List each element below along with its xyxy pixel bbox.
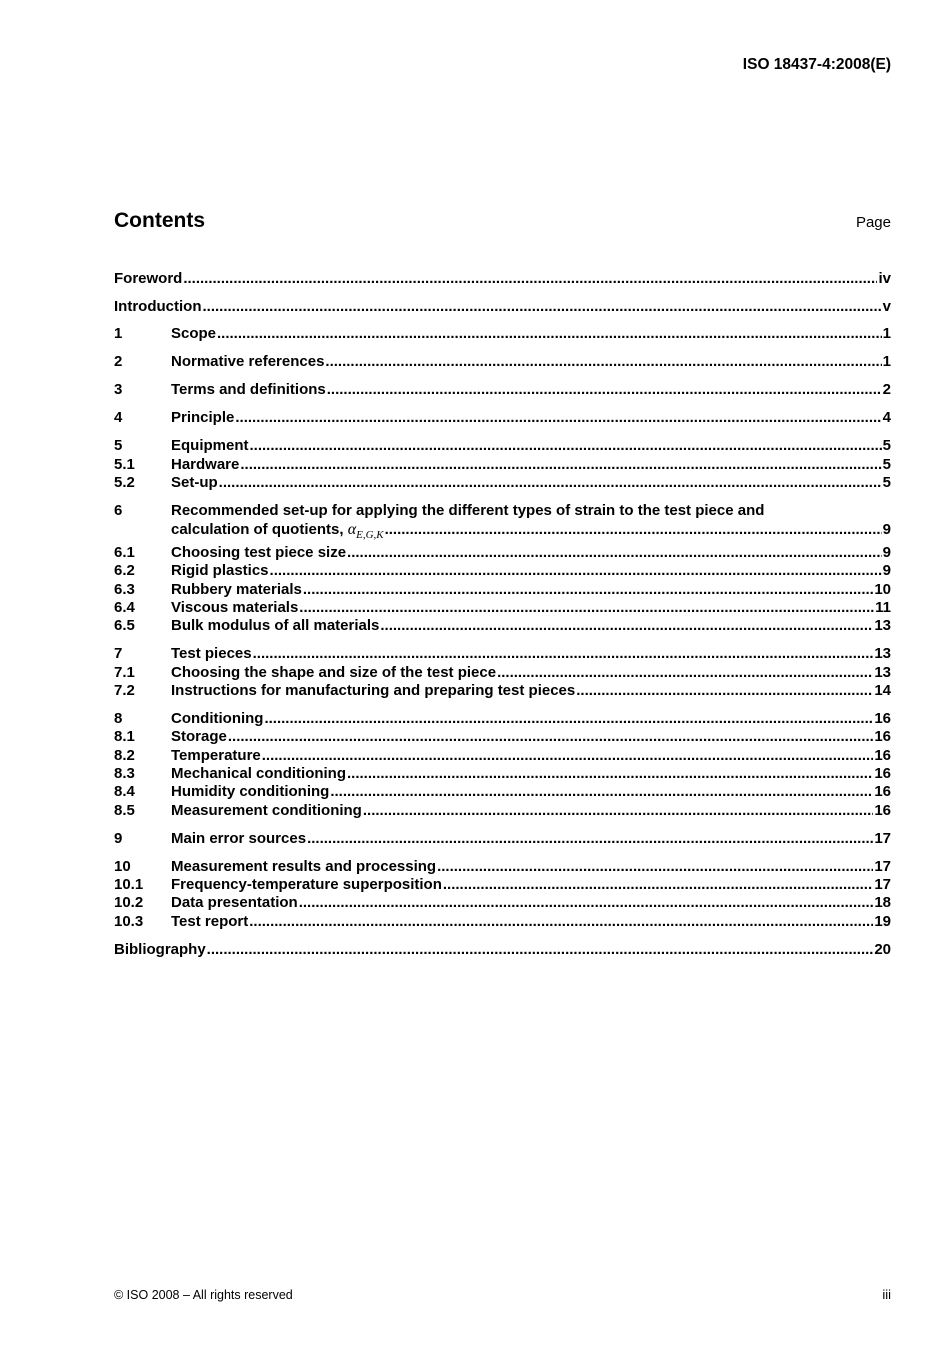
toc-entry-page: 18	[874, 894, 891, 911]
toc-entry-number: 10.3	[114, 913, 144, 930]
toc-entry-title: Foreword	[114, 270, 183, 287]
toc-dot-leader	[330, 783, 873, 801]
copyright-notice: © ISO 2008 – All rights reserved	[114, 1288, 293, 1302]
toc-entry-title: Instructions for manufacturing and preparing test pieces	[171, 682, 576, 699]
toc-dot-leader	[299, 894, 874, 912]
toc-entry[interactable]	[114, 682, 891, 700]
toc-entry[interactable]	[114, 664, 891, 682]
contents-page-label: Page	[855, 214, 891, 231]
toc-entry-page: 1	[882, 353, 891, 370]
toc-entry-number: 2	[114, 353, 123, 370]
toc-dot-leader	[250, 437, 882, 455]
toc-entry-page: 2	[882, 381, 891, 398]
toc-dot-leader	[264, 710, 873, 728]
toc-entry-page: 13	[874, 664, 891, 681]
toc-dot-leader	[262, 747, 874, 765]
toc-entry-page: 14	[874, 682, 891, 699]
toc-entry-title: Test report	[171, 913, 249, 930]
toc-dot-leader	[576, 682, 873, 700]
toc-entry[interactable]	[114, 409, 891, 427]
toc-entry-title: Main error sources	[171, 830, 307, 847]
contents-title: Contents	[114, 209, 205, 232]
toc-entry-title: Temperature	[171, 747, 261, 764]
toc-entry-number: 10	[114, 858, 131, 875]
toc-dot-leader	[235, 409, 881, 427]
toc-entry-number: 8.2	[114, 747, 135, 764]
toc-entry-page: 16	[874, 728, 891, 745]
toc-entry-number: 6.5	[114, 617, 135, 634]
toc-entry-title: Rigid plastics	[171, 562, 269, 579]
toc-entry-page: v	[882, 298, 891, 315]
toc-entry-number: 8.4	[114, 783, 135, 800]
toc-dot-leader	[299, 599, 874, 617]
toc-entry-page: 9	[882, 562, 891, 579]
toc-entry-page: 16	[874, 802, 891, 819]
toc-entry[interactable]	[114, 941, 891, 959]
toc-entry-number: 8.3	[114, 765, 135, 782]
toc-dot-leader	[437, 858, 873, 876]
toc-entry-page: 5	[882, 456, 891, 473]
toc-entry[interactable]	[114, 544, 891, 562]
toc-entry[interactable]	[114, 858, 891, 876]
quotient-symbol-alpha: α	[347, 521, 357, 538]
toc-entry[interactable]	[114, 783, 891, 801]
toc-entry-title: Mechanical conditioning	[171, 765, 347, 782]
toc-entry-number: 9	[114, 830, 123, 847]
toc-dot-leader	[219, 474, 882, 492]
toc-entry[interactable]	[114, 325, 891, 343]
toc-entry-title: Principle	[171, 409, 235, 426]
toc-dot-leader	[363, 802, 873, 820]
toc-dot-leader	[347, 544, 882, 562]
toc-dot-leader	[327, 381, 882, 399]
toc-entry[interactable]	[114, 894, 891, 912]
toc-entry-number: 5.2	[114, 474, 135, 491]
toc-entry-page: 16	[874, 783, 891, 800]
toc-entry-number: 3	[114, 381, 123, 398]
toc-dot-leader	[270, 562, 882, 580]
toc-dot-leader	[228, 728, 873, 746]
toc-entry-title: Frequency-temperature superposition	[171, 876, 442, 893]
toc-entry-title: Normative references	[171, 353, 325, 370]
toc-entry-number: 5.1	[114, 456, 135, 473]
toc-entry[interactable]	[114, 913, 891, 931]
toc-entry-title: Choosing the shape and size of the test piece	[171, 664, 497, 681]
quotient-symbol-subscript: E,G,K	[356, 529, 384, 542]
toc-entry-number: 6.4	[114, 599, 135, 616]
toc-entry-title-continued	[171, 521, 384, 544]
toc-entry[interactable]	[114, 617, 891, 635]
toc-entry-page: 17	[874, 858, 891, 875]
toc-entry-page: 11	[875, 599, 891, 616]
toc-dot-leader	[385, 521, 882, 539]
toc-entry-title: Bulk modulus of all materials	[171, 617, 380, 634]
toc-entry-title: Choosing test piece size	[171, 544, 347, 561]
toc-entry-title: Conditioning	[171, 710, 264, 727]
toc-entry-title: Bibliography	[114, 941, 206, 958]
toc-dot-leader	[497, 664, 873, 682]
toc-entry[interactable]	[114, 353, 891, 371]
toc-entry-number: 8	[114, 710, 123, 727]
toc-entry[interactable]	[114, 747, 891, 765]
toc-entry-number: 10.2	[114, 894, 144, 911]
toc-entry-title: Data presentation	[171, 894, 298, 911]
toc-entry-number: 7.1	[114, 664, 135, 681]
toc-entry-number: 5	[114, 437, 123, 454]
toc-entry[interactable]	[114, 474, 891, 492]
quotient-symbol	[347, 521, 384, 542]
toc-entry[interactable]	[114, 456, 891, 474]
toc-entry-page: iv	[878, 270, 891, 287]
toc-entry-title: Measurement conditioning	[171, 802, 362, 819]
toc-dot-leader	[307, 830, 873, 848]
toc-entry-title: Scope	[171, 325, 217, 342]
toc-dot-leader	[183, 270, 877, 288]
page-number: iii	[882, 1287, 891, 1302]
toc-entry[interactable]	[114, 765, 891, 783]
toc-dot-leader	[347, 765, 873, 783]
toc-entry[interactable]	[114, 298, 891, 316]
toc-entry-title: Storage	[171, 728, 227, 745]
toc-entry-page: 10	[874, 581, 891, 598]
toc-entry-number: 6.1	[114, 544, 135, 561]
toc-entry-number: 8.1	[114, 728, 135, 745]
toc-entry-title: Recommended set-up for applying the different types of strain to the test piece and	[171, 502, 765, 519]
toc-entry-number: 4	[114, 409, 123, 426]
toc-entry-page: 16	[874, 710, 891, 727]
toc-entry-page: 1	[882, 325, 891, 342]
toc-entry-number: 1	[114, 325, 123, 342]
toc-entry[interactable]	[114, 270, 891, 288]
toc-entry-title: Hardware	[171, 456, 240, 473]
toc-entry[interactable]	[171, 521, 891, 544]
toc-entry[interactable]	[114, 645, 891, 663]
toc-entry-title: Introduction	[114, 298, 202, 315]
toc-dot-leader	[240, 456, 881, 474]
toc-entry-page: 20	[874, 941, 891, 958]
toc-entry-title: Terms and definitions	[171, 381, 326, 398]
toc-entry[interactable]	[114, 728, 891, 746]
toc-entry-page: 4	[882, 409, 891, 426]
toc-entry[interactable]	[114, 830, 891, 848]
toc-entry-title: Viscous materials	[171, 599, 299, 616]
toc-entry-page: 5	[882, 437, 891, 454]
toc-entry-page: 9	[882, 544, 891, 561]
toc-entry-page: 17	[874, 830, 891, 847]
toc-entry-title: Set-up	[171, 474, 218, 491]
toc-entry-title: Rubbery materials	[171, 581, 302, 598]
toc-entry-page: 13	[874, 645, 891, 662]
toc-entry-title-line2: calculation of quotients,	[171, 521, 348, 538]
toc-entry-number: 6.3	[114, 581, 135, 598]
toc-dot-leader	[217, 325, 882, 343]
toc-entry-page: 9	[882, 521, 891, 538]
contents-header	[114, 209, 891, 233]
toc-entry-number: 7.2	[114, 682, 135, 699]
toc-entry[interactable]	[114, 599, 891, 617]
toc-dot-leader	[443, 876, 873, 894]
toc-dot-leader	[303, 581, 873, 599]
toc-entry-page: 17	[874, 876, 891, 893]
toc-entry-page: 19	[874, 913, 891, 930]
toc-entry-number: 6.2	[114, 562, 135, 579]
toc-dot-leader	[207, 941, 874, 959]
toc-dot-leader	[380, 617, 873, 635]
toc-dot-leader	[249, 913, 873, 931]
toc-entry-title: Test pieces	[171, 645, 252, 662]
toc-entry[interactable]	[114, 876, 891, 894]
toc-entry-title: Equipment	[171, 437, 249, 454]
toc-entry[interactable]	[114, 710, 891, 728]
toc-entry-page: 16	[874, 747, 891, 764]
toc-entry[interactable]	[114, 802, 891, 820]
toc-entry-page: 5	[882, 474, 891, 491]
toc-entry-number: 10.1	[114, 876, 144, 893]
toc-entry[interactable]	[114, 381, 891, 399]
toc-entry-title: Humidity conditioning	[171, 783, 330, 800]
toc-entry-page: 13	[874, 617, 891, 634]
toc-entry[interactable]	[114, 581, 891, 599]
toc-dot-leader	[253, 645, 874, 663]
toc-entry-title: Measurement results and processing	[171, 858, 437, 875]
toc-entry-number: 6	[114, 502, 123, 519]
document-id: ISO 18437-4:2008(E)	[742, 56, 891, 73]
toc-entry[interactable]	[114, 437, 891, 455]
toc-dot-leader	[202, 298, 881, 316]
toc-entry[interactable]	[114, 562, 891, 580]
toc-entry-number: 8.5	[114, 802, 135, 819]
toc-entry-number: 7	[114, 645, 123, 662]
toc-entry-page: 16	[874, 765, 891, 782]
toc-dot-leader	[325, 353, 881, 371]
